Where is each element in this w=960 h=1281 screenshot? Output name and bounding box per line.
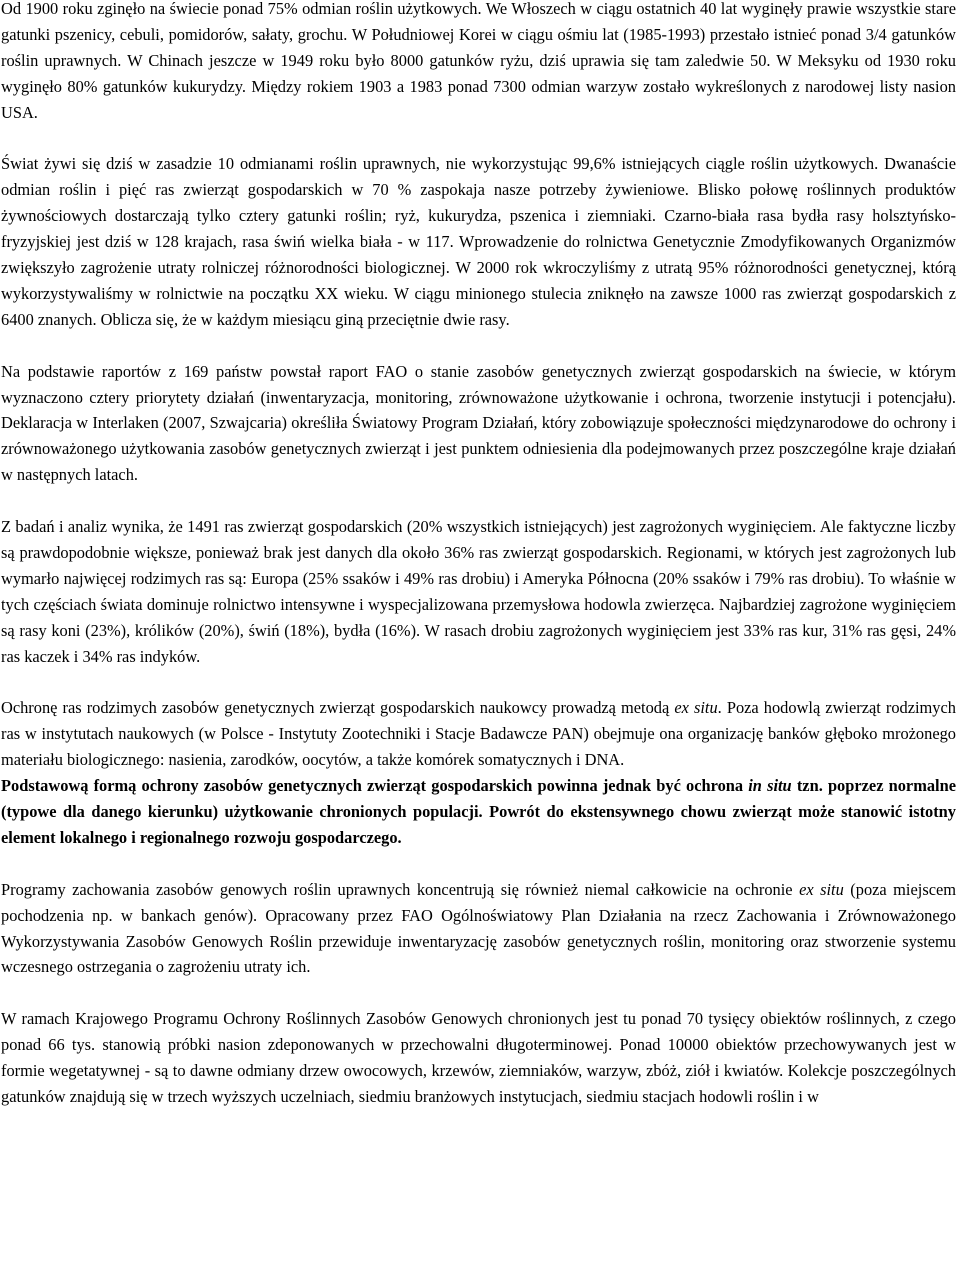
paragraph-gap: [1, 851, 956, 877]
paragraph-plant-genetic-programs: [1, 877, 956, 981]
paragraph-text-segment: Podstawową formą ochrony zasobów genetycznych zwierząt gospodarskich powinna jednak być ochrona: [1, 776, 749, 796]
paragraph-plant-varieties-loss: Od 1900 roku zginęło na świecie ponad 75% odmian roślin użytkowych. We Włoszech w ciągu ostatnich 40 lat wyginęły prawie wszystkie stare gatunki pszenicy, cebuli, pomidorów, sałaty, grochu. W Południowej Korei w ciągu ośmiu lat (1985-1993) przestało istnieć ponad 3/4 gatunków roślin uprawnych. W Chinach jeszcze w 1949 roku było 8000 gatunków ryżu, dziś uprawia się tam zaledwie 50. W Meksyku od 1930 roku wyginęło 80% gatunków kukurydzy. Między rokiem 1903 a 1983 ponad 7300 odmian warzyw zostało wykreślonych z narodowej listy nasion USA.: [1, 0, 956, 122]
emphasis-in-situ: in situ: [748, 776, 792, 796]
paragraph-text-segment: (poza miejscem pochodzenia np. w bankach genów). Opracowany przez FAO Ogólnoświatowy Plan Działania na rzecz Zachowania i Zrównoważonego Wykorzystywania Zasobów Genowych Roślin przewiduje inwentaryzację zasobów genetycznych roślin, monitoring oraz stworzenie systemu wczesnego ostrzegania o zagrożeniu utraty ich.: [1, 879, 956, 977]
paragraph-text-segment: Programy zachowania zasobów genowych roślin uprawnych koncentrują się również niemal całkowicie na ochronie: [1, 879, 800, 899]
paragraph-in-situ-protection: [1, 773, 956, 851]
paragraph-gap: [1, 333, 956, 359]
paragraph-endangered-breeds: Z badań i analiz wynika, że 1491 ras zwierząt gospodarskich (20% wszystkich istniejących) jest zagrożonych wyginięciem. Ale faktyczne liczby są prawdopodobnie większe, ponieważ brak jest danych dla około 36% ras zwierząt gospodarskich. Regionami, w których jest zagrożonych lub wymarło najwięcej rodzimych ras są: Europa (25% ssaków i 49% ras drobiu) i Ameryka Północna (20% ssaków i 79% ras drobiu). To właśnie w tych częściach świata dominuje rolnictwo intensywne i wyspecjalizowana przemysłowa hodowla zwierzęca. Najbardziej zagrożone wyginięciem są rasy koni (23%), królików (20%), świń (18%), bydła (16%). W rasach drobiu zagrożonych wyginięciem jest 33% ras kur, 31% ras gęsi, 24% ras kaczek i 34% ras indyków.: [1, 517, 956, 666]
paragraph-text-segment: tzn. poprzez normalne (typowe dla danego kierunku) użytkowanie chronionych populacji. Powrót do ekstensywnego chowu zwierząt może stanowić istotny element lokalnego i regionalnego rozwoju gospodarczego.: [1, 776, 957, 847]
paragraph-food-dependency: Świat żywi się dziś w zasadzie 10 odmianami roślin uprawnych, nie wykorzystując 99,6% istniejących ciągle roślin użytkowych. Dwanaście odmian roślin i pięć ras zwierząt gospodarskich w 70 % zaspokaja nasze potrzeby żywieniowe. Blisko połowę roślinnych produktów żywnościowych dostarczają tylko cztery gatunki roślin; ryż, kukurydza, pszenica i ziemniaki. Czarno-biała rasa bydła rasy holsztyńsko-fryzyjskiej jest dziś w 128 krajach, rasa świń wielka biała - w 117. Wprowadzenie do rolnictwa Genetycznie Zmodyfikowanych Organizmów zwiększyło zagrożenie utraty rolniczej różnorodności biologicznej. W 2000 rok wkroczyliśmy z utratą 95% różnorodności genetycznej, którą wykorzystywaliśmy w rolnictwie na początku XX wieku. W ciągu minionego stulecia zniknęło na zawsze 1000 ras zwierząt gospodarskich z 6400 znanych. Oblicza się, że w każdym miesiącu giną przeciętnie dwie rasy.: [1, 154, 956, 329]
paragraph-national-program: W ramach Krajowego Programu Ochrony Roślinnych Zasobów Genowych chronionych jest tu ponad 70 tysięcy obiektów roślinnych, z czego ponad 66 tys. stanowią próbki nasion zdeponowanych w przechowalni długoterminowej. Ponad 10000 obiektów przechowywanych jest w formie wegetatywnej - są to dawne odmiany drzew owocowych, krzewów, ziemniaków, warzyw, zbóż, ziół i kwiatów. Kolekcje poszczególnych gatunków znajdują się w trzech wyższych uczelniach, siedmiu branżowych instytucjach, siedmiu stacjach hodowli roślin i w: [1, 1009, 956, 1106]
paragraph-text-segment: . Poza hodowlą zwierząt rodzimych ras w instytutach naukowych (w Polsce - Instytuty Zootechniki i Stacje Badawcze PAN) obejmuje ona organizację banków głęboko mrożonego materiału biologicznego: nasienia, zarodków, oocytów, a także komórek somatycznych i DNA.: [1, 698, 956, 770]
paragraph-gap: [1, 126, 956, 152]
document-page: [1, 0, 956, 1110]
paragraph-gap: [1, 980, 956, 1006]
paragraph-fao-report: Na podstawie raportów z 169 państw powstał raport FAO o stanie zasobów genetycznych zwierząt gospodarskich na świecie, w którym wyznaczono cztery priorytety działań (inwentaryzacja, monitoring, zrównoważone użytkowanie i ochrona, tworzenie instytucji i potencjału). Deklaracja w Interlaken (2007, Szwajcaria) określiła Światowy Program Działań, który zobowiązuje społeczności międzynarodowe do ochrony i zrównoważonego użytkowania zasobów genetycznych zwierząt i jest punktem odniesienia dla podejmowanych przez poszczególne kraje działań w następnych latach.: [1, 361, 956, 485]
emphasis-ex-situ: ex situ: [674, 698, 718, 718]
paragraph-gap: [1, 488, 956, 514]
paragraph-gap: [1, 670, 956, 696]
paragraph-text-segment: Ochronę ras rodzimych zasobów genetycznych zwierząt gospodarskich naukowcy prowadzą metodą: [1, 698, 675, 718]
emphasis-ex-situ: ex situ: [799, 879, 844, 899]
paragraph-ex-situ-protection: [1, 695, 956, 773]
